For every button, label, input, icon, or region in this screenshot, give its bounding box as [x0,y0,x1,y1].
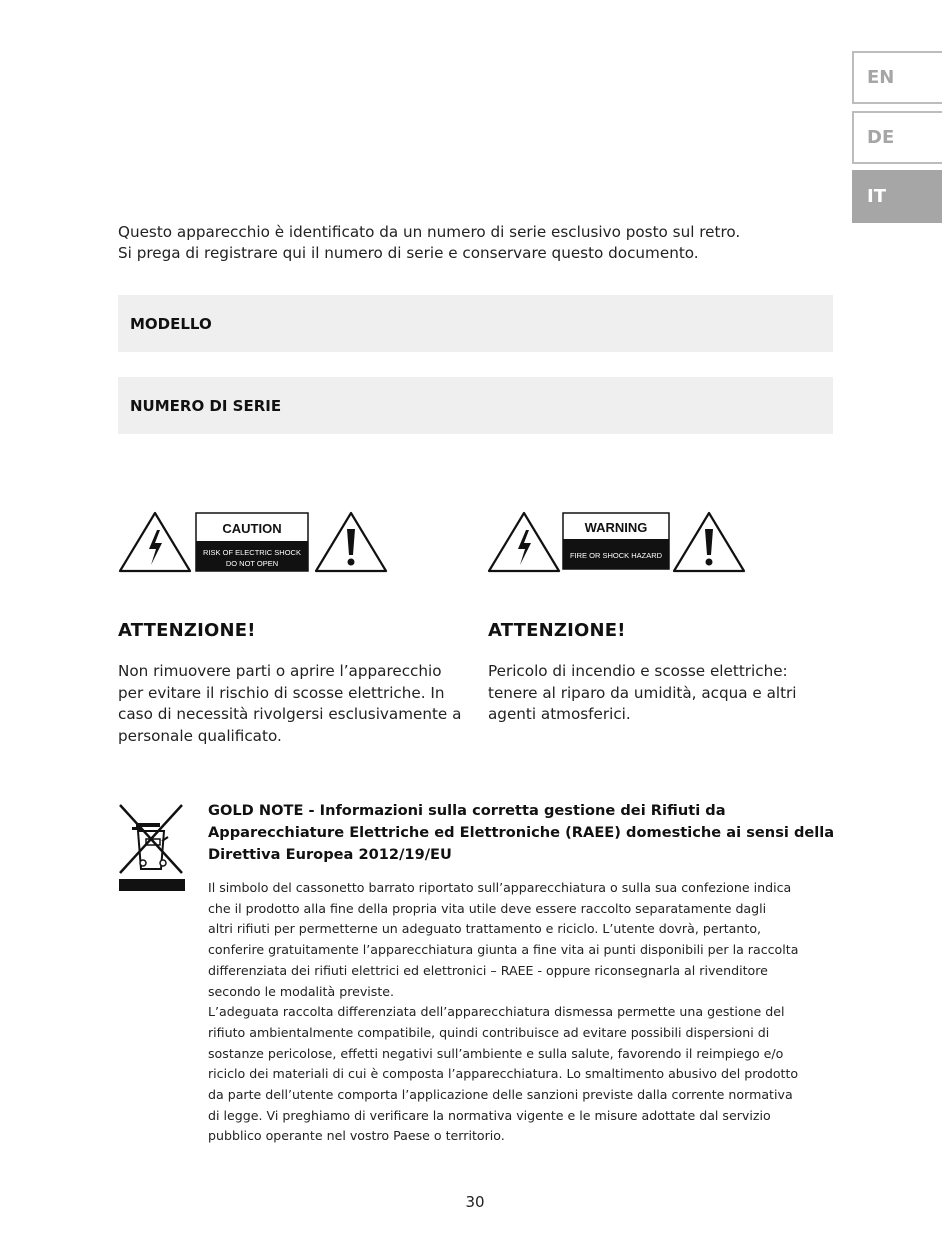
left-notice-body [118,661,461,747]
weee-line: da parte dell’utente comporta l’applicazione delle sanzioni previste dalla corrente normativa [208,1087,793,1103]
lightning-triangle-icon [489,513,559,571]
weee-line: conferire gratuitamente l’apparecchiatura giunta a fine vita ai punti disponibili per la raccolta [208,942,799,958]
intro-text [118,222,740,264]
weee-title-line: Apparecchiature Elettriche ed Elettroniche (RAEE) domestiche ai sensi della [208,824,835,841]
notice-line: tenere al riparo da umidità, acqua e altri [488,683,797,702]
lightning-triangle-icon [120,513,190,571]
warning-title: WARNING [584,520,648,535]
weee-line: differenziata dei rifiuti elettrici ed elettronici – RAEE - oppure riconsegnarla al rivenditore [208,962,768,978]
language-tab-de[interactable]: DE [852,111,942,164]
weee-line: pubblico operante nel vostro Paese o territorio. [208,1128,505,1144]
weee-line: sostanze pericolose, effetti negativi sull’ambiente e sulla salute, favorendo il reimpiego e/o [208,1045,784,1061]
warning-line: FIRE OR SHOCK HAZARD [569,551,663,560]
weee-line: L’adeguata raccolta differenziata dell’apparecchiatura dismessa permette una gestione del [208,1004,785,1020]
weee-line: rifiuto ambientalmente compatibile, quindi contribuisce ad evitare possibili dispersioni di [208,1024,770,1040]
intro-line: Si prega di registrare qui il numero di serie e conservare questo documento. [118,244,699,262]
left-notice-title: ATTENZIONE! [118,620,256,641]
language-tab-it[interactable]: IT [852,170,942,223]
weee-title [208,800,838,866]
exclamation-triangle-icon [316,513,386,571]
notice-line: Pericolo di incendio e scosse elettriche: [488,662,788,680]
notice-line: Non rimuovere parti o aprire l’apparecchio [118,662,442,680]
exclamation-triangle-icon [674,513,744,571]
warning-graphic [487,508,749,582]
notice-line: personale qualificato. [118,726,282,745]
caution-line: RISK OF ELECTRIC SHOCK [203,548,301,557]
intro-line: Questo apparecchio è identificato da un numero di serie esclusivo posto sul retro. [118,223,741,241]
right-notice-title: ATTENZIONE! [488,620,626,641]
weee-title-line: GOLD NOTE - Informazioni sulla corretta gestione dei Rifiuti da [208,802,726,819]
weee-line: che il prodotto alla fine della propria vita utile deve essere raccolto separatamente dagli [208,900,767,916]
weee-title-line: Direttiva Europea 2012/19/EU [208,846,452,863]
weee-body [208,878,838,1147]
weee-line: secondo le modalità previste. [208,983,395,999]
page-number: 30 [465,1193,485,1211]
right-notice-body [488,661,797,726]
crossed-bin-icon [118,803,186,897]
language-tab-en[interactable]: EN [852,51,942,104]
weee-line: riciclo dei materiali di cui è composta l’apparecchiatura. Lo smaltimento abusivo del prodotto [208,1066,799,1082]
notice-line: agenti atmosferici. [488,705,631,723]
weee-line: di legge. Vi preghiamo di verificare la normativa vigente e le misure adottate dal servizio [208,1107,771,1123]
serial-number-label: NUMERO DI SERIE [130,396,282,415]
model-label: MODELLO [130,314,212,333]
notice-line: caso di necessità rivolgersi esclusivamente a [118,705,462,723]
model-field [118,295,833,352]
serial-number-field [118,377,833,434]
notice-line: per evitare il rischio di scosse elettriche. In [118,683,445,702]
caution-title: CAUTION [222,521,282,536]
weee-line: altri rifiuti per permetterne un adeguato trattamento e riciclo. L’utente dovrà, pertanto, [208,921,762,937]
weee-line: Il simbolo del cassonetto barrato riportato sull’apparecchiatura o sulla sua confezione indica [208,880,792,895]
caution-graphic [118,508,393,582]
caution-line: DO NOT OPEN [225,559,279,568]
